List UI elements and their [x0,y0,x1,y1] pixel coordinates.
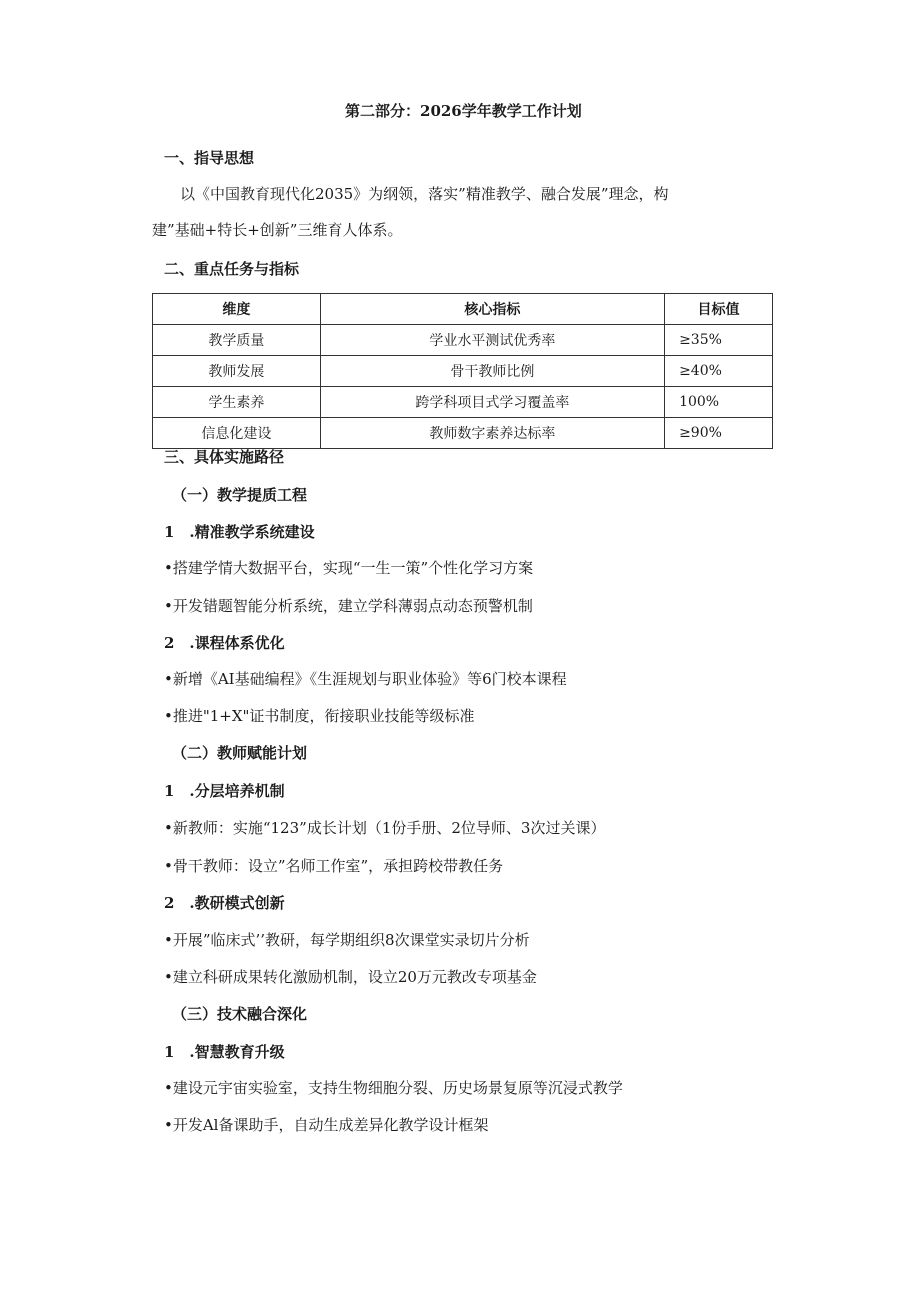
table-cell-target: ≥90% [665,418,773,449]
bullet-item: •建立科研成果转化激励机制，设立20万元教改专项基金 [164,968,537,986]
table-cell-dimension: 教师发展 [153,356,321,387]
bullet-item: •推进"1+X"证书制度，衔接职业技能等级标准 [164,707,475,725]
table-row [153,418,773,449]
section-heading-key-tasks: 二、重点任务与指标 [164,260,300,278]
bullet-item: •开发错题智能分析系统，建立学科薄弱点动态预警机制 [164,597,533,615]
subsection-heading-tech-integration: （三）技术融合深化 [172,1005,308,1023]
table-header-core-indicator: 核心指标 [320,294,664,325]
subsection-heading-teaching-quality: （一）教学提质工程 [172,486,308,504]
table-cell-indicator: 跨学科项目式学习覆盖率 [320,387,664,418]
section-heading-implementation-path: 三、具体实施路径 [164,448,285,466]
bullet-item: •新教师：实施“123”成长计划（1份手册、2位导师、3次过关课） [164,819,606,837]
table-cell-indicator: 骨干教师比例 [320,356,664,387]
bullet-item: •建设元宇宙实验室，支持生物细胞分裂、历史场景复原等沉浸式教学 [164,1079,623,1097]
table-row [153,325,773,356]
table-cell-indicator: 学业水平测试优秀率 [320,325,664,356]
table-cell-indicator: 教师数字素养达标率 [320,418,664,449]
bullet-item: •开发Al备课助手，自动生成差异化教学设计框架 [164,1116,489,1134]
table-header-target-value: 目标值 [665,294,773,325]
bullet-item: •搭建学情大数据平台，实现“一生一策”个性化学习方案 [164,559,534,577]
section-heading-guiding-ideology: 一、指导思想 [164,149,255,167]
table-cell-dimension: 学生素养 [153,387,321,418]
bullet-item: •新增《AI基础编程》《生涯规划与职业体验》等6门校本课程 [164,670,567,688]
guiding-ideology-line-2: 建”基础+特长+创新”三维育人体系。 [152,221,403,239]
table-row [153,356,773,387]
item-heading-precision-teaching: 1 .精准教学系统建设 [164,523,315,541]
item-heading-tiered-training: 1 .分层培养机制 [164,782,285,800]
table-cell-dimension: 信息化建设 [153,418,321,449]
bullet-item: •开展”临床式’’教研，每学期组织8次课堂实录切片分析 [164,931,530,949]
table-header-row [153,294,773,325]
page-title: 第二部分：2026学年教学工作计划 [345,102,582,120]
bullet-item: •骨干教师：设立”名师工作室”，承担跨校带教任务 [164,857,504,875]
item-heading-research-innovation: 2 .教研模式创新 [164,894,285,912]
key-tasks-table [152,293,773,449]
subsection-heading-teacher-empowerment: （二）教师赋能计划 [172,744,308,762]
table-cell-target: ≥40% [665,356,773,387]
item-heading-smart-education: 1 .智慧教育升级 [164,1043,285,1061]
table-cell-target: ≥35% [665,325,773,356]
table-header-dimension: 维度 [153,294,321,325]
item-heading-curriculum: 2 .课程体系优化 [164,634,285,652]
table-cell-dimension: 教学质量 [153,325,321,356]
guiding-ideology-line-1: 以《中国教育现代化2035》为纲领，落实”精准教学、融合发展”理念，构 [180,185,669,203]
table-cell-target: 100% [665,387,773,418]
table-row [153,387,773,418]
